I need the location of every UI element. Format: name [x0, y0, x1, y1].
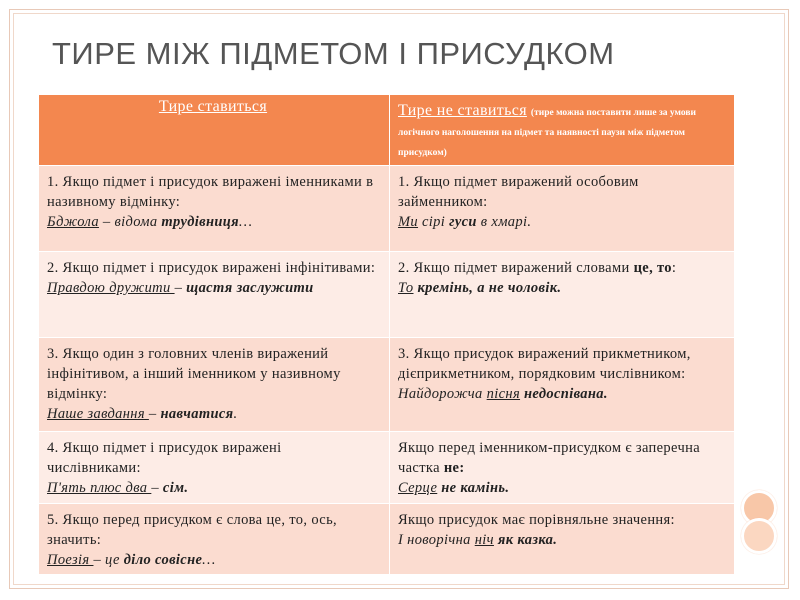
- header-dash-not-used: [390, 95, 735, 166]
- table-header-row: [39, 95, 735, 166]
- example-text: [398, 530, 724, 550]
- rule-text: 2. Якщо підмет і присудок виражені інфінітивами:: [47, 260, 376, 276]
- rule-cell-right: [390, 504, 735, 575]
- rule-keywords: це, то: [633, 260, 672, 276]
- example-subject: ніч: [474, 532, 494, 548]
- rule-cell-left: [39, 166, 390, 252]
- rules-table: [38, 94, 735, 575]
- header-right-note: (тире можна поставити лише за умови логічного наголошення на підмет та наявності паузи між підметом присудком): [398, 108, 696, 158]
- example-end: в хмарі.: [476, 214, 532, 230]
- rule-cell-left: [39, 504, 390, 575]
- example-subject: Поезія: [47, 552, 94, 568]
- rule-text: 1. Якщо підмет виражений особовим займенником:: [398, 174, 639, 210]
- example-text: [47, 550, 379, 570]
- rule-text: Якщо присудок має порівняльне значення:: [398, 512, 675, 528]
- example-text: [398, 212, 724, 232]
- example-text: [398, 478, 724, 498]
- example-middle: сірі: [418, 214, 450, 230]
- rule-cell-left: [39, 338, 390, 432]
- rule-text-part: Якщо перед іменником-присудком є заперечна частка: [398, 440, 700, 476]
- example-text: [47, 478, 379, 498]
- rule-cell-right: [390, 252, 735, 338]
- example-middle: –: [148, 406, 161, 422]
- decorative-circle: [741, 518, 777, 554]
- example-middle: – це: [93, 552, 124, 568]
- rule-text: 4. Якщо підмет і присудок виражені числівниками:: [47, 440, 282, 476]
- example-predicate: діло совісне: [123, 552, 203, 568]
- rule-text: [398, 440, 700, 476]
- example-subject: Ми: [398, 214, 419, 230]
- example-predicate: щастя заслужити: [186, 280, 314, 296]
- example-subject: Бджола: [47, 214, 99, 230]
- example-text: [47, 212, 379, 232]
- example-predicate: не камінь.: [441, 480, 510, 496]
- rule-cell-right: [390, 432, 735, 504]
- example-middle: І новорічна: [398, 532, 475, 548]
- example-end: …: [239, 214, 253, 230]
- rule-text-part: :: [671, 260, 677, 276]
- rule-cell-left: [39, 432, 390, 504]
- example-text: [47, 278, 379, 298]
- rule-keywords: не:: [443, 460, 465, 476]
- rule-cell-left: [39, 252, 390, 338]
- example-predicate: як казка.: [497, 532, 558, 548]
- table-row: [39, 338, 735, 432]
- example-end: …: [202, 552, 216, 568]
- example-text: [398, 384, 724, 404]
- slide-title: ТИРЕ МІЖ ПІДМЕТОМ І ПРИСУДКОМ: [52, 36, 615, 71]
- example-middle: –: [151, 480, 163, 496]
- table-row: [39, 504, 735, 575]
- example-predicate: недоспівана.: [524, 386, 608, 402]
- rule-text: 3. Якщо присудок виражений прикметником, дієприкметником, порядковим числівником:: [398, 346, 691, 382]
- rule-text: [398, 260, 676, 276]
- example-predicate: гуси: [449, 214, 477, 230]
- table-row: [39, 432, 735, 504]
- example-middle: –: [174, 280, 187, 296]
- table-row: [39, 252, 735, 338]
- example-end: .: [233, 406, 238, 422]
- example-predicate: кремінь, а не чоловік.: [413, 280, 562, 296]
- example-subject: То: [398, 280, 414, 296]
- header-right-label: Тире не ставиться: [398, 102, 527, 119]
- rule-text: 5. Якщо перед присудком є слова це, то, ось, значить:: [47, 512, 338, 548]
- example-text: [398, 278, 724, 298]
- example-subject: П'ять плюс два: [47, 480, 152, 496]
- header-left-label: Тире ставиться: [158, 98, 268, 115]
- rule-cell-right: [390, 338, 735, 432]
- example-text: [47, 404, 379, 424]
- header-dash-used: [39, 95, 390, 166]
- example-subject: пісня: [486, 386, 521, 402]
- example-middle: Найдорожча: [398, 386, 487, 402]
- rule-text-part: 2. Якщо підмет виражений словами: [398, 260, 634, 276]
- example-predicate: трудівниця: [161, 214, 240, 230]
- table-row: [39, 166, 735, 252]
- rule-text: 1. Якщо підмет і присудок виражені іменниками в називному відмінку:: [47, 174, 374, 210]
- example-predicate: навчатися: [160, 406, 234, 422]
- rule-cell-right: [390, 166, 735, 252]
- rule-text: 3. Якщо один з головних членів виражений інфінітивом, а інший іменником у називному відмінку:: [47, 346, 341, 402]
- example-predicate: сім.: [162, 480, 189, 496]
- example-subject: Серце: [398, 480, 438, 496]
- example-subject: Наше завдання: [47, 406, 149, 422]
- example-subject: Правдою дружити: [47, 280, 175, 296]
- example-middle: – відома: [98, 214, 162, 230]
